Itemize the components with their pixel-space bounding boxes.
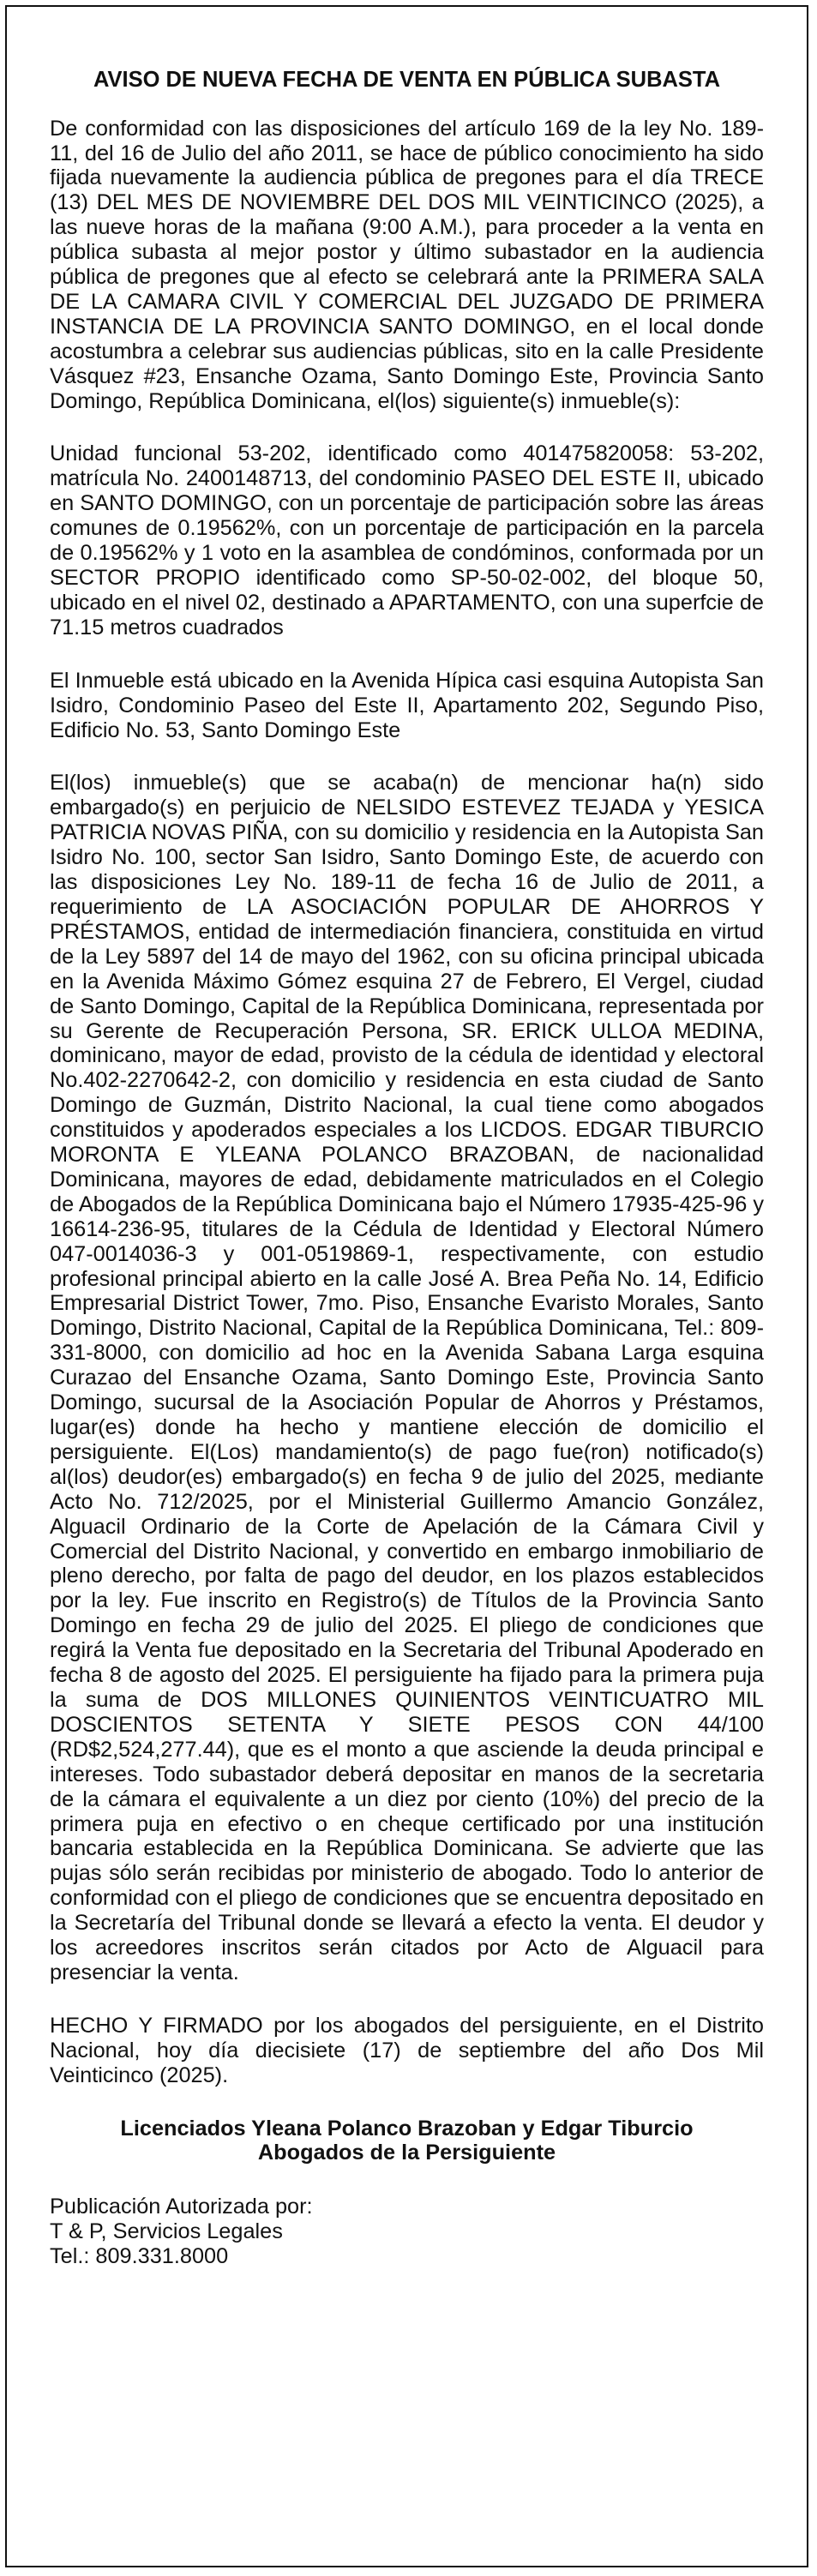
- paragraph-signed-statement: HECHO Y FIRMADO por los abogados del persiguiente, en el Distrito Nacional, hoy día diecisiete (17) de septiembre del año Dos Mil Veinticinco (2025).: [50, 2013, 764, 2087]
- footer-company: T & P, Servicios Legales: [50, 2219, 283, 2244]
- notice-title: AVISO DE NUEVA FECHA DE VENTA EN PÚBLICA SUBASTA: [93, 68, 721, 92]
- signature-block: [50, 2117, 764, 2166]
- publication-footer: [50, 2195, 764, 2269]
- legal-notice: [5, 5, 808, 2567]
- signature-names: Licenciados Yleana Polanco Brazoban y Edgar Tiburcio: [120, 2116, 694, 2141]
- paragraph-seizure-details: El(los) inmueble(s) que se acaba(n) de mencionar ha(n) sido embargado(s) en perjuicio de NELSIDO ESTEVEZ TEJADA y YESICA PATRICIA NOVAS PIÑA, con su domicilio y residencia en la Autopista San Isidro No. 100, sector San Isidro, Santo Domingo Este, de acuerdo con las disposiciones Ley No. 189-11 de fecha 16 de Julio de 2011, a requerimiento de LA ASOCIACIÓN POPULAR DE AHORROS Y PRÉSTAMOS, entidad de intermediación financiera, constituida en virtud de la Ley 5897 del 14 de mayo del 1962, con su oficina principal ubicada en la Avenida Máximo Gómez esquina 27 de Febrero, El Vergel, ciudad de Santo Domingo, Capital de la República Dominicana, representada por su Gerente de Recuperación Persona, SR. ERICK ULLOA MEDINA, dominicano, mayor de edad, provisto de la cédula de identidad y electoral No.402-2270642-2, con domicilio y residencia en esta ciudad de Santo Domingo de Guzmán, Distrito Nacional, la cual tiene como abogados constituidos y apoderados especiales a los LICDOS. EDGAR TIBURCIO MORONTA E YLEANA POLANCO BRAZOBAN, de nacionalidad Dominicana, mayores de edad, debidamente matriculados en el Colegio de Abogados de la República Dominicana bajo el Número 17935-425-96 y 16614-236-95, titulares de la Cédula de Identidad y Electoral Número 047-0014036-3 y 001-0519869-1, respectivamente, con estudio profesional principal abierto en la calle José A. Brea Peña No. 14, Edificio Empresarial District Tower, 7mo. Piso, Ensanche Evaristo Morales, Santo Domingo, Distrito Nacional, Capital de la República Dominicana, Tel.: 809-331-8000, con domicilio ad hoc en la Avenida Sabana Larga esquina Curazao del Ensanche Ozama, Santo Domingo Este, Provincia Santo Domingo, sucursal de la Asociación Popular de Ahorros y Préstamos, lugar(es) donde ha hecho y mantiene elección de domicilio el persiguiente. El(Los) mandamiento(s) de pago fue(ron) notificado(s) al(los) deudor(es) embargado(s) en fecha 9 de julio del 2025, mediante Acto No. 712/2025, por el Ministerial Guillermo Amancio González, Alguacil Ordinario de la Corte de Apelación de la Cámara Civil y Comercial del Distrito Nacional, y convertido en embargo inmobiliario de pleno derecho, por falta de pago del deudor, en los plazos establecidos por la ley. Fue inscrito en Registro(s) de Títulos de la Provincia Santo Domingo en fecha 29 de julio del 2025. El pliego de condiciones que regirá la Venta fue depositado en la Secretaria del Tribunal Apoderado en fecha 8 de agosto del 2025. El persiguiente ha fijado para la primera puja la suma de DOS MILLONES QUINIENTOS VEINTICUATRO MIL DOSCIENTOS SETENTA Y SIETE PESOS CON 44/100 (RD$2,524,277.44), que es el monto a que asciende la deuda principal e intereses. Todo subastador deberá depositar en manos de la secretaria de la cámara el equivalente a un diez por ciento (10%) del precio de la primera puja en efectivo o en cheque certificado por una institución bancaria establecida en la República Dominicana. Se advierte que las pujas sólo serán recibidas por ministerio de abogado. Todo lo anterior de conformidad con el pliego de condiciones que se encuentra depositado en la Secretaría del Tribunal donde se llevará a efecto la venta. El deudor y los acreedores inscritos serán citados por Acto de Alguacil para presenciar la venta.: [50, 771, 764, 1985]
- footer-phone: Tel.: 809.331.8000: [50, 2244, 229, 2269]
- paragraph-auction-announcement: De conformidad con las disposiciones del artículo 169 de la ley No. 189-11, del 16 de Julio del año 2011, se hace de público conocimiento ha sido fijada nuevamente la audiencia pública de pregones para el día TRECE (13) DEL MES DE NOVIEMBRE DEL DOS MIL VEINTICINCO (2025), a las nueve horas de la mañana (9:00 A.M.), para proceder a la venta en pública subasta al mejor postor y último subastador en la audiencia pública de pregones que al efecto se celebrará ante la PRIMERA SALA DE LA CAMARA CIVIL Y COMERCIAL DEL JUZGADO DE PRIMERA INSTANCIA DE LA PROVINCIA SANTO DOMINGO, en el local donde acostumbra a celebrar sus audiencias públicas, sito en la calle Presidente Vásquez #23, Ensanche Ozama, Santo Domingo Este, Provincia Santo Domingo, República Dominicana, el(los) siguiente(s) inmueble(s):: [50, 116, 764, 413]
- paragraph-property-description: Unidad funcional 53-202, identificado como 401475820058: 53-202, matrícula No. 2400148713, del condominio PASEO DEL ESTE II, ubicado en SANTO DOMINGO, con un porcentaje de participación sobre las áreas comunes de 0.19562%, con un porcentaje de participación en la parcela de 0.19562% y 1 voto en la asamblea de condóminos, conformada por un SECTOR PROPIO identificado como SP-50-02-002, del bloque 50, ubicado en el nivel 02, destinado a APARTAMENTO, con una superfcie de 71.15 metros cuadrados: [50, 441, 764, 639]
- paragraph-property-location: El Inmueble está ubicado en la Avenida Hípica casi esquina Autopista San Isidro, Condominio Paseo del Este II, Apartamento 202, Segundo Piso, Edificio No. 53, Santo Domingo Este: [50, 668, 764, 742]
- footer-authorized-by: Publicación Autorizada por:: [50, 2195, 313, 2219]
- signature-role: Abogados de la Persiguiente: [257, 2141, 556, 2165]
